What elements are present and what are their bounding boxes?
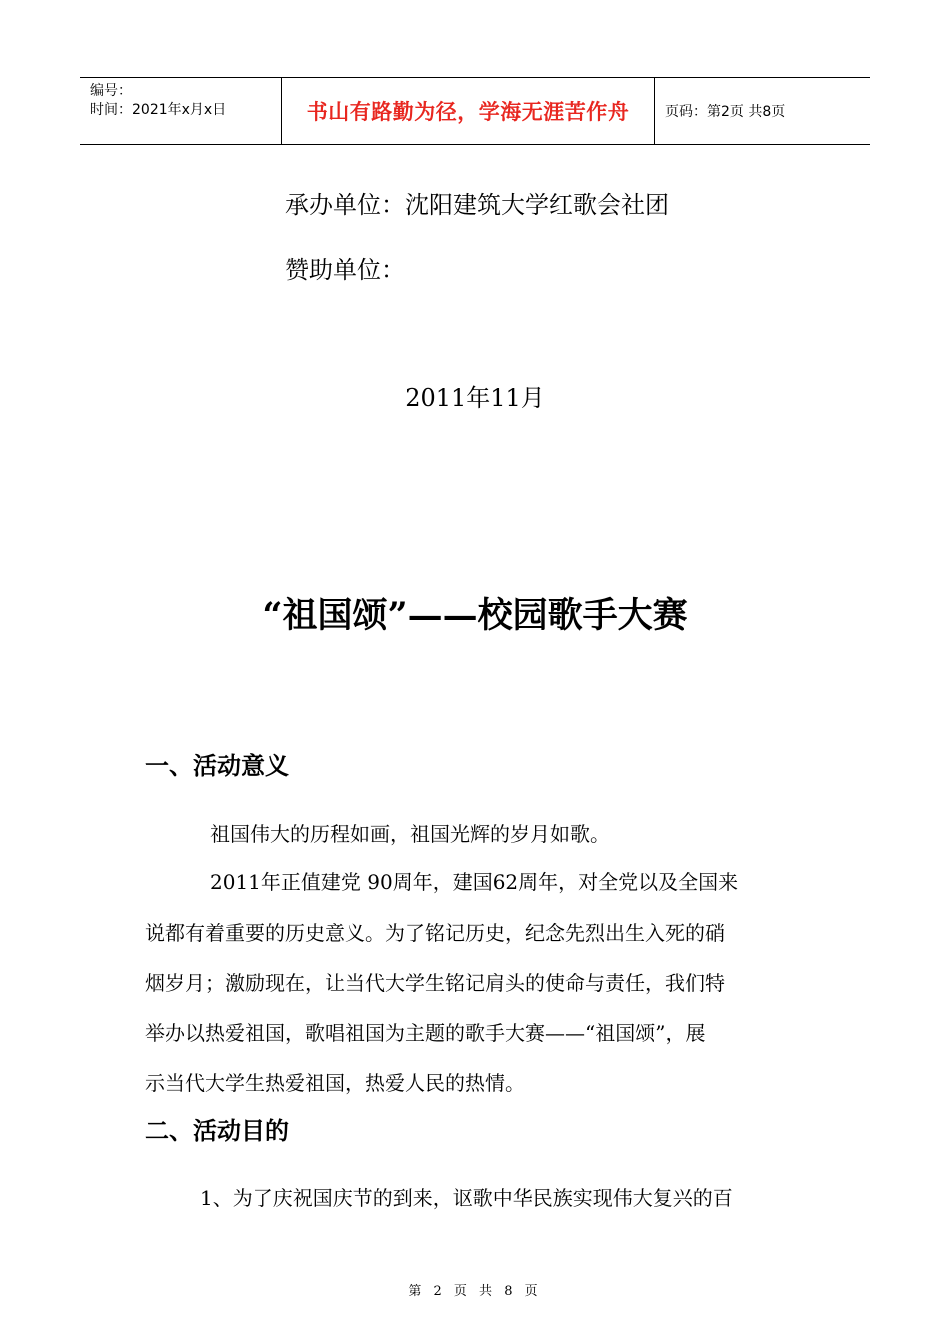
sponsor-line: 赞助单位：	[285, 256, 405, 284]
document-date: 2011年11月	[405, 384, 545, 412]
paragraph-line: 说都有着重要的历史意义。为了铭记历史，纪念先烈出生入死的硝	[145, 921, 725, 945]
organizer-line: 承办单位：沈阳建筑大学红歌会社团	[285, 191, 669, 219]
paragraph-line: 祖国伟大的历程如画，祖国光辉的岁月如歌。	[210, 822, 610, 846]
header-page-info: 页码：第2页 共8页	[665, 104, 786, 120]
section-heading-purpose: 二、活动目的	[145, 1117, 289, 1145]
page-footer: 第 2 页 共 8 页	[408, 1284, 542, 1299]
page-header	[80, 77, 870, 145]
document-time-label: 时间：2021年x月x日	[90, 102, 227, 118]
header-motto: 书山有路勤为径，学海无涯苦作舟	[281, 78, 655, 144]
header-left-cell	[80, 78, 281, 144]
section-heading-significance: 一、活动意义	[145, 752, 289, 780]
paragraph-line: 举办以热爱祖国，歌唱祖国为主题的歌手大赛——“祖国颂”，展	[145, 1021, 706, 1045]
paragraph-line: 1、为了庆祝国庆节的到来，讴歌中华民族实现伟大复兴的百	[200, 1186, 733, 1210]
paragraph-line: 2011年正值建党 90周年，建国62周年，对全党以及全国来	[210, 870, 739, 894]
paragraph-line: 烟岁月；激励现在，让当代大学生铭记肩头的使命与责任，我们特	[145, 971, 725, 995]
paragraph-line: 示当代大学生热爱祖国，热爱人民的热情。	[145, 1071, 525, 1095]
document-number-label: 编号：	[90, 83, 132, 99]
document-title: “祖国颂”——校园歌手大赛	[262, 595, 688, 636]
